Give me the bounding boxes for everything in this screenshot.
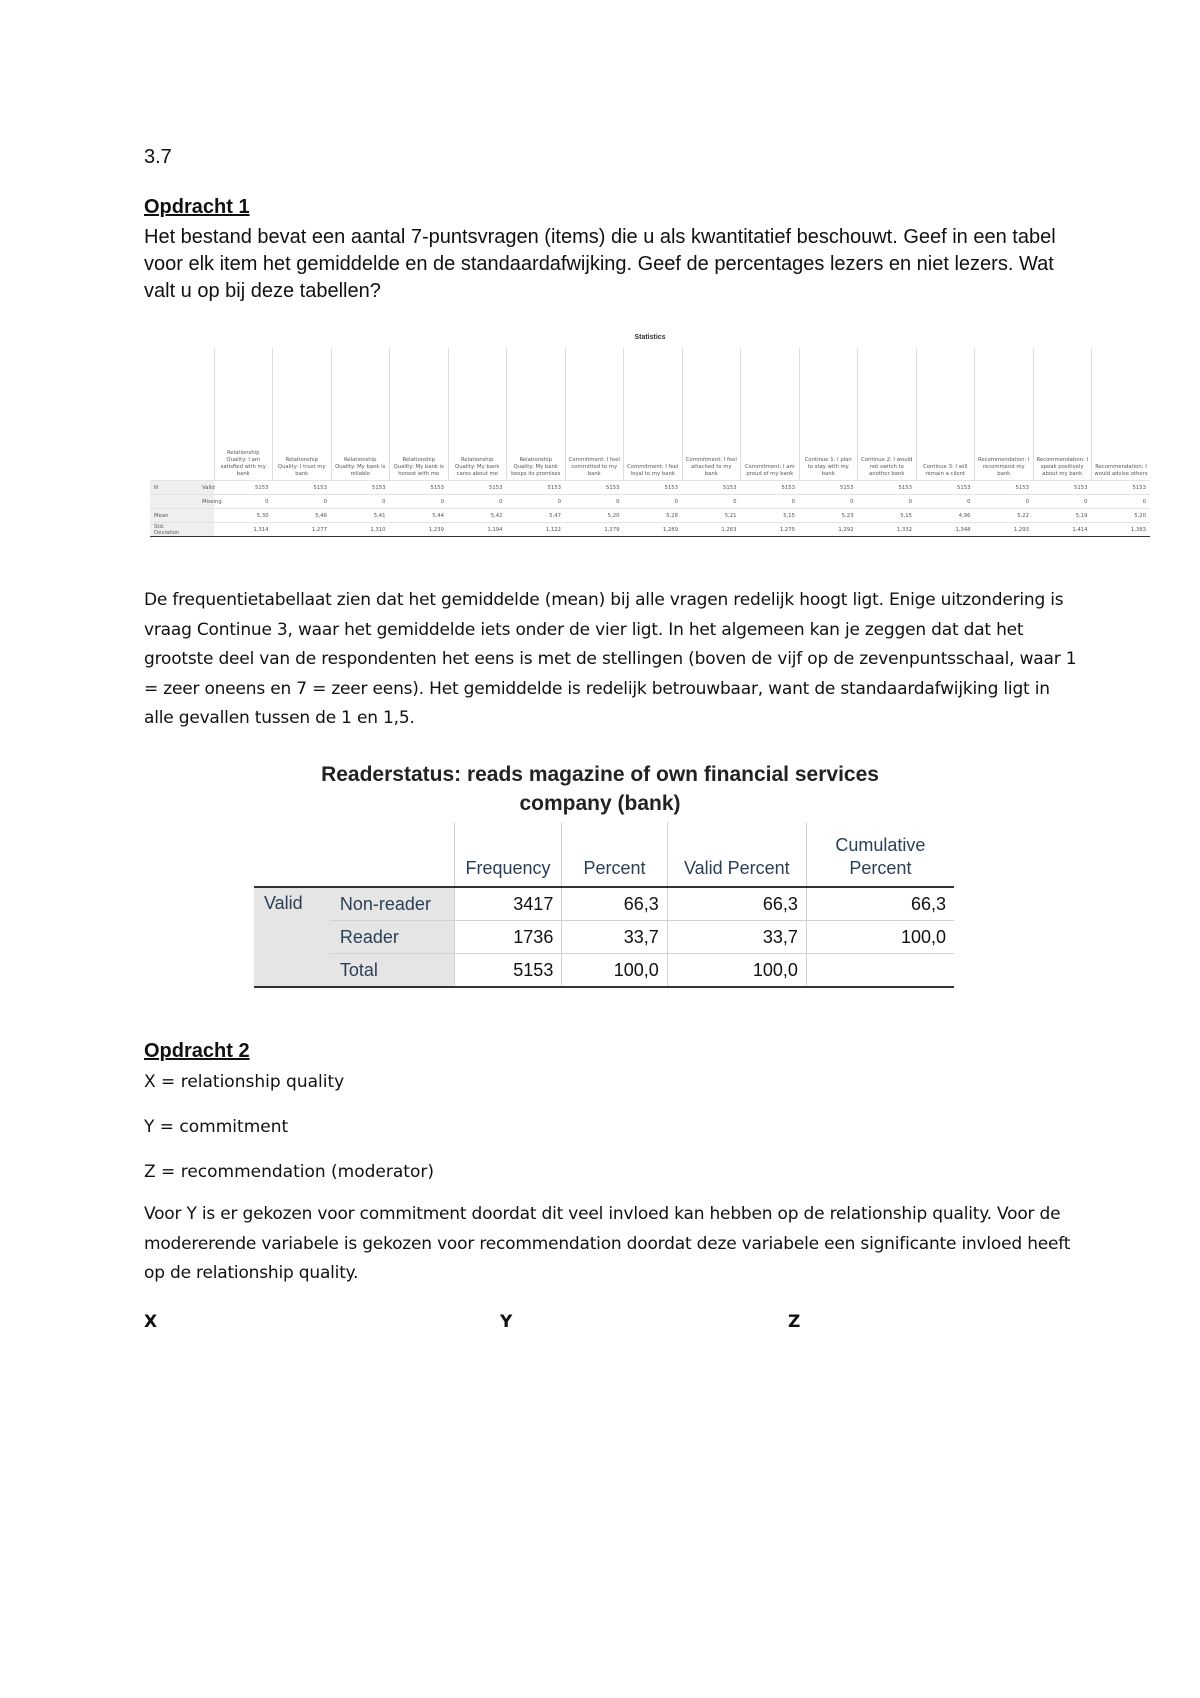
stats-col-header: Commitment: I feel loyal to my bank [624,348,683,481]
stats-cell: 5153 [858,481,917,495]
z-definition: Z = recommendation (moderator) [144,1162,434,1182]
cell-frequency: 5153 [454,954,562,988]
assignment-2-paragraph: Voor Y is er gekozen voor commitment doordat dit veel invloed kan hebben op de relationship quality. Voor de modererende variabele is gekozen voor recommendation doordat deze variabele een significante invloed heeft op de relationship quality. [144,1204,1071,1283]
readerstatus-title-line2: company (bank) [519,792,681,815]
stats-cell: 0 [682,495,741,509]
stats-cell: 0 [448,495,507,509]
stats-row-label: Std. Deviation [150,523,186,537]
statistics-title: Statistics [634,334,666,341]
stats-cell: 5153 [1033,481,1092,495]
y-definition: Y = commitment [144,1117,289,1137]
stats-col-header: Relationship Quality: I am satisfied with my bank [214,348,273,481]
stats-cell: 5153 [916,481,975,495]
stats-cell: 5,15 [858,509,917,523]
cell-cumulative: 100,0 [806,921,954,954]
header-frequency: Frequency [454,822,562,887]
stats-cell: 5153 [565,481,624,495]
cell-valid-percent: 33,7 [667,921,806,954]
stats-cell: 1,348 [916,523,975,537]
stats-cell: 5153 [448,481,507,495]
cell-percent: 33,7 [562,921,667,954]
stats-row-sublabel: Missing [186,495,214,509]
stats-cell: 1,122 [507,523,566,537]
stats-cell: 0 [214,495,273,509]
stats-col-header: Continue 1: I plan to stay with my bank [799,348,858,481]
assignment-2-heading: Opdracht 2 [144,1040,250,1062]
stats-cell: 0 [858,495,917,509]
stats-cell: 5153 [975,481,1034,495]
stats-cell: 0 [565,495,624,509]
stats-cell: 5153 [390,481,449,495]
cell-frequency: 1736 [454,921,562,954]
stats-col-header: Relationship Quality: My bank keeps its promises [507,348,566,481]
stats-cell: 1,314 [214,523,273,537]
section-number: 3.7 [144,146,172,168]
stats-col-header: Relationship Quality: My bank is reliable [331,348,390,481]
stats-cell: 5,42 [448,509,507,523]
z-label: Z [788,1312,801,1332]
stats-col-header: Commitment: I feel attached to my bank [682,348,741,481]
stats-col-header: Recommendation: I recommend my bank [975,348,1034,481]
stats-cell: 5,41 [331,509,390,523]
stats-cell: 5,23 [799,509,858,523]
stats-cell: 5153 [1092,481,1151,495]
table-row [254,954,954,988]
stats-row-sublabel [186,509,214,523]
stats-cell: 0 [624,495,683,509]
stats-cell: 1,239 [390,523,449,537]
x-label: X [144,1312,158,1332]
cell-percent: 100,0 [562,954,667,988]
stats-row [150,495,1150,509]
row-label: Non-reader [330,887,454,921]
stats-cell: 0 [331,495,390,509]
stats-col-header: Recommendation: I would advise others [1092,348,1151,481]
stats-cell: 5153 [331,481,390,495]
stats-cell: 5,20 [565,509,624,523]
stats-cell: 1,277 [273,523,332,537]
readerstatus-table [254,822,954,988]
stats-row [150,509,1150,523]
stats-row-label [150,495,186,509]
stats-col-header: Continue 3: I will remain a client [916,348,975,481]
stats-cell: 5153 [214,481,273,495]
stats-cell: 5,22 [975,509,1034,523]
stats-cell: 0 [1092,495,1151,509]
stats-cell: 0 [507,495,566,509]
statistics-table [150,348,1150,537]
stats-cell: 1,275 [741,523,800,537]
stats-cell: 1,194 [448,523,507,537]
stats-cell: 1,279 [565,523,624,537]
stats-cell: 5,28 [624,509,683,523]
stats-cell: 0 [799,495,858,509]
row-label: Reader [330,921,454,954]
stats-col-header: Commitment: I feel committed to my bank [565,348,624,481]
stats-cell: 5,47 [507,509,566,523]
table-row [254,921,954,954]
stats-cell: 0 [916,495,975,509]
stats-cell: 1,289 [624,523,683,537]
analysis-paragraph: De frequentietabellaat zien dat het gemiddelde (mean) bij alle vragen redelijk hoogt ligt. Enige uitzondering is vraag Continue 3, waar het gemiddelde iets onder de vier ligt. In het algemeen kan je zeggen dat dat het grootste deel van de respondenten het eens is met de stellingen (boven de vijf op de zevenpuntsschaal, waar 1 = zeer oneens en 7 = zeer eens). Het gemiddelde is redelijk betrouwbaar, want de standaardafwijking ligt in alle gevallen tussen de 1 en 1,5. [144,590,1077,728]
stats-col-header: Commitment: I am proud of my bank [741,348,800,481]
stats-cell: 1,383 [1092,523,1151,537]
cell-cumulative: 66,3 [806,887,954,921]
y-label: Y [500,1312,513,1332]
stats-row-label: Mean [150,509,186,523]
stats-row [150,523,1150,537]
stats-row-sublabel [186,523,214,537]
readerstatus-title [250,760,950,818]
stats-col-header: Relationship Quality: My bank cares about me [448,348,507,481]
stats-cell: 1,414 [1033,523,1092,537]
stats-cell: 5153 [799,481,858,495]
stats-row-label: N [150,481,186,495]
stats-cell: 5153 [624,481,683,495]
table-row [254,887,954,921]
group-label: Valid [254,887,330,987]
assignment-1-heading: Opdracht 1 [144,196,250,218]
stats-cell: 0 [1033,495,1092,509]
stats-cell: 1,332 [858,523,917,537]
stats-col-header: Relationship Quality: My bank is honest with me [390,348,449,481]
stats-cell: 0 [975,495,1034,509]
stats-cell: 0 [390,495,449,509]
stats-cell: 5153 [682,481,741,495]
x-definition: X = relationship quality [144,1072,345,1092]
stats-cell: 5153 [741,481,800,495]
stats-cell: 5,19 [1033,509,1092,523]
cell-cumulative [806,954,954,988]
stats-cell: 0 [741,495,800,509]
stats-cell: 1,263 [682,523,741,537]
stats-cell: 1,310 [331,523,390,537]
cell-frequency: 3417 [454,887,562,921]
stats-cell: 4,96 [916,509,975,523]
readerstatus-title-line1: Readerstatus: reads magazine of own financial services [321,763,879,786]
cell-valid-percent: 100,0 [667,954,806,988]
stats-cell: 5153 [507,481,566,495]
stats-cell: 5,21 [682,509,741,523]
stats-cell: 5,46 [273,509,332,523]
row-label: Total [330,954,454,988]
stats-col-header: Relationship Quality: I trust my bank [273,348,332,481]
assignment-1-question: Het bestand bevat een aantal 7-puntsvragen (items) die u als kwantitatief beschouwt. Geef in een tabel voor elk item het gemiddelde en de standaardafwijking. Geef de percentages lezers en niet lezers. Wat valt u op bij deze tabellen? [144,226,1056,302]
stats-cell: 5,15 [741,509,800,523]
header-cumulative-line2: Percent [849,858,912,878]
stats-cell: 0 [273,495,332,509]
stats-row-sublabel: Valid [186,481,214,495]
stats-cell: 1,293 [975,523,1034,537]
stats-col-header: Continue 2: I would not switch to another bank [858,348,917,481]
stats-cell: 5,44 [390,509,449,523]
stats-row [150,481,1150,495]
header-percent: Percent [562,822,667,887]
stats-col-header: Recommendation: I speak positively about my bank [1033,348,1092,481]
cell-percent: 66,3 [562,887,667,921]
cell-valid-percent: 66,3 [667,887,806,921]
header-cumulative-percent [806,822,954,887]
header-valid-percent: Valid Percent [667,822,806,887]
stats-cell: 5,30 [214,509,273,523]
stats-cell: 5153 [273,481,332,495]
stats-cell: 1,292 [799,523,858,537]
statistics-table-image [150,334,1150,538]
header-cumulative-line1: Cumulative [835,835,926,855]
stats-cell: 5,20 [1092,509,1151,523]
